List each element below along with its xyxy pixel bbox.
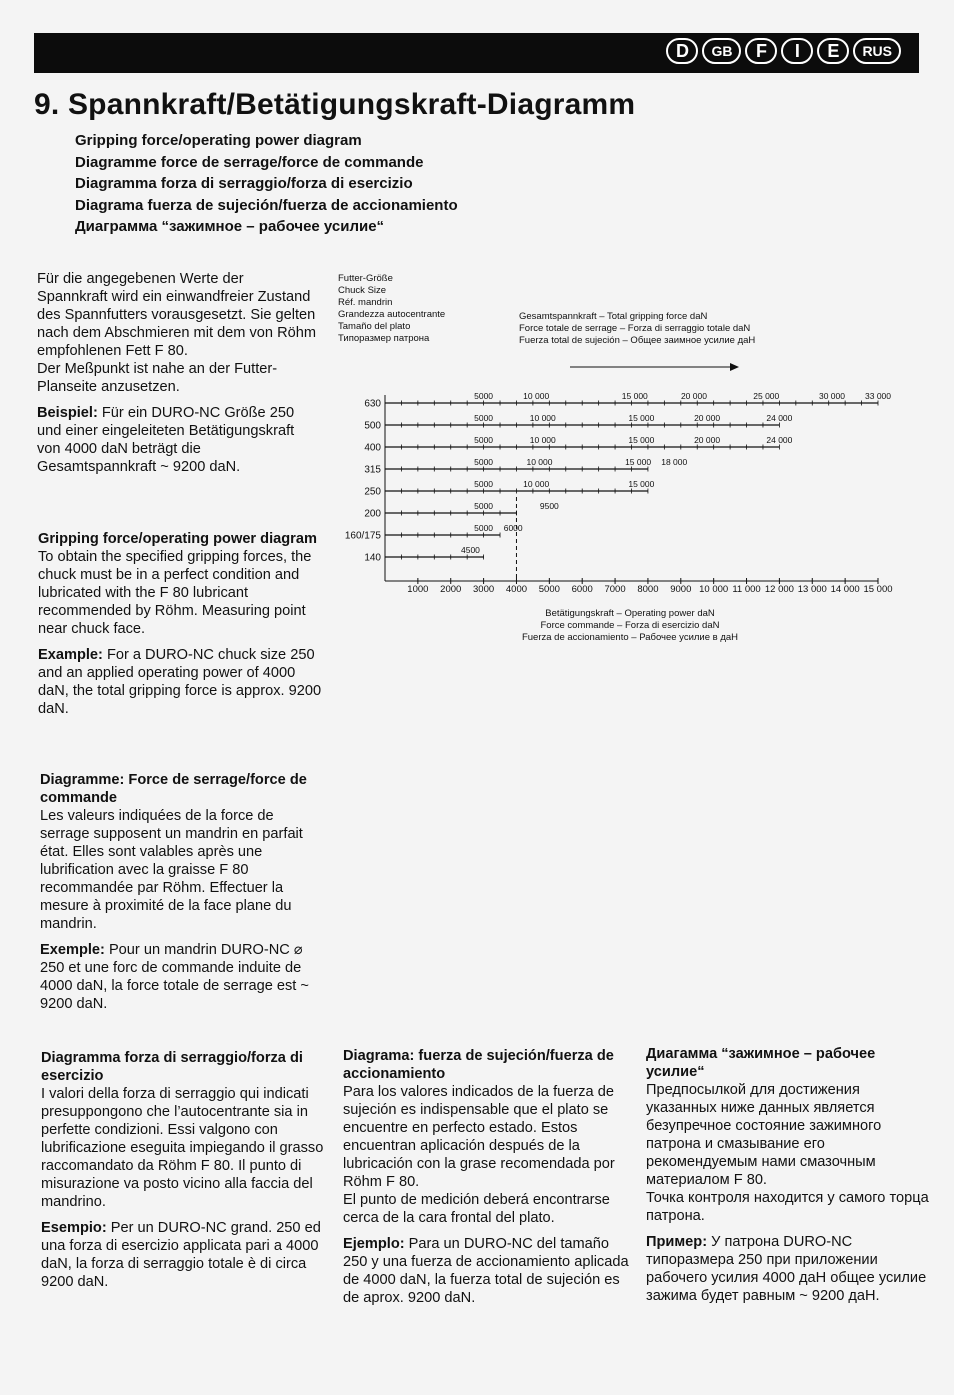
it-heading: Diagramma forza di serraggio/forza di esercizio	[41, 1050, 303, 1084]
chuck-size-label: 400	[364, 442, 381, 454]
chuck-size-label-ru: Типоразмер патрона	[338, 333, 430, 344]
subtitle-es: Diagrama fuerza de sujeción/fuerza de accionamiento	[75, 196, 458, 214]
es-paragraph-2: El punto de medición deberá encontrarse cerca de la cara frontal del plato.	[343, 1192, 610, 1226]
subtitle-list	[75, 130, 458, 238]
subtitle-fr: Diagramme force de serrage/force de commande	[75, 153, 424, 171]
chuck-size-label-it: Grandezza autocentrante	[338, 309, 446, 320]
gb-example	[38, 646, 323, 718]
de-example	[37, 404, 317, 476]
force-value-label: 4500	[460, 545, 480, 555]
section-es	[343, 1047, 633, 1315]
es-heading: Diagrama: fuerza de sujeción/fuerza de accionamiento	[343, 1048, 614, 1082]
force-value-label: 15 000	[628, 435, 655, 445]
chuck-size-label-gb: Chuck Size	[338, 285, 387, 296]
force-value-label: 15 000	[621, 391, 648, 401]
language-bar	[34, 33, 919, 73]
force-value-label: 20 000	[680, 391, 707, 401]
x-tick-label: 4000	[505, 584, 528, 595]
x-tick-label: 8000	[637, 584, 659, 595]
section-it	[41, 1049, 326, 1299]
ru-paragraph-1: Предпосылкой для достижения указанных ниже данных является безупречное состояние зажимного патрона и смазывание его рекомендуемым нами смазочным материалом F 80.	[646, 1082, 882, 1188]
gripping-force-chart	[335, 270, 935, 660]
force-value-label: 20 000	[694, 435, 721, 445]
ru-example	[646, 1233, 931, 1305]
fr-example-text: Pour un mandrin DURO-NC ⌀ 250 et une forc de commande induite de 4000 daN, la force totale de serrage est ~ 9200 daN.	[40, 942, 309, 1012]
chuck-size-label-de: Futter-Größe	[338, 273, 393, 284]
force-value-label: 5000	[474, 391, 494, 401]
chuck-size-label: 500	[364, 420, 381, 432]
force-value-label: 5000	[474, 501, 494, 511]
x-tick-label: 11 000	[732, 584, 761, 595]
fr-example-label: Exemple:	[40, 942, 105, 958]
x-tick-label: 12 000	[764, 584, 794, 595]
force-value-label: 10 000	[523, 391, 550, 401]
force-value-label: 30 000	[818, 391, 845, 401]
force-value-label: 33 000	[865, 391, 891, 401]
page-title: 9. Spannkraft/Betätigungskraft-Diagramm	[34, 88, 636, 121]
x-tick-label: 1000	[407, 584, 429, 595]
es-example-label: Ejemplo:	[343, 1236, 405, 1252]
force-value-label: 20 000	[694, 413, 721, 423]
force-value-label: 24 000	[766, 435, 793, 445]
operating-power-label-1: Betätigungskraft – Operating power daN	[545, 608, 715, 619]
lang-gb-badge[interactable]: GB	[702, 38, 741, 64]
total-force-label-3: Fuerza total de sujeción – Общее заимное усилие даН	[519, 335, 756, 346]
force-value-label: 15 000	[628, 479, 655, 489]
force-value-label: 25 000	[753, 391, 780, 401]
it-example-label: Esempio:	[41, 1220, 107, 1236]
total-force-label-1: Gesamtspannkraft – Total gripping force daN	[519, 311, 708, 322]
de-paragraph-1: Für die angegebenen Werte der Spannkraft wird ein einwandfreier Zustand des Spannfutters vorausgesetzt. Sie gelten nach dem Abschmieren mit dem von Röhm empfohlenen Fett F 80.	[37, 271, 317, 359]
x-tick-label: 10 000	[699, 584, 729, 595]
force-value-label: 10 000	[529, 435, 556, 445]
force-value-label: 10 000	[529, 413, 556, 423]
force-value-label: 15 000	[628, 413, 655, 423]
gb-example-text: For a DURO-NC chuck size 250 and an applied operating power of 4000 daN, the total gripping force is approx. 9200 daN.	[38, 647, 322, 717]
section-de	[37, 270, 317, 484]
force-value-label: 9500	[539, 501, 559, 511]
chuck-size-label: 140	[364, 552, 381, 564]
x-tick-label: 5000	[538, 584, 560, 595]
gb-example-label: Example:	[38, 647, 103, 663]
force-value-label: 6000	[503, 523, 523, 533]
es-paragraph-1: Para los valores indicados de la fuerza de sujeción es indispensable que el plato se encuentre en perfecto estado. Estos encuentran aplicación después de la lubricación con la grase recomendada por Röhm F 80.	[343, 1084, 615, 1190]
language-selector	[666, 38, 901, 64]
de-example-label: Beispiel:	[37, 405, 98, 421]
es-example-text: Para un DURO-NC del tamaño 250 y una fuerza de accionamiento aplicada de 4000 daN, la fuerza total de sujeción es de aprox. 9200 daN.	[343, 1236, 629, 1306]
subtitle-gb: Gripping force/operating power diagram	[75, 132, 362, 149]
gb-paragraph-1: To obtain the specified gripping forces, the chuck must be in a perfect condition and lubricated with the F 80 lubricant recommended by Röhm. Measuring point near chuck face.	[38, 549, 312, 637]
x-tick-label: 13 000	[797, 584, 827, 595]
section-gb	[38, 530, 323, 726]
force-value-label: 5000	[474, 457, 494, 467]
force-value-label: 5000	[474, 523, 494, 533]
force-value-label: 18 000	[661, 457, 688, 467]
operating-power-label-3: Fuerza de accionamiento – Рабочее усилие в даН	[521, 632, 739, 643]
operating-power-label-2: Force commande – Forza di esercizio daN	[540, 620, 720, 631]
ru-example-text: У патрона DURO-NC типоразмера 250 при приложении рабочего усилия 4000 даН общее усилие зажима будет равным ~ 9200 даН.	[646, 1234, 927, 1304]
it-example-text: Per un DURO-NC grand. 250 ed una forza di esercizio applicata pari a 4000 daN, la forza di serraggio totale è di circa 9200 daN.	[41, 1220, 321, 1290]
x-tick-label: 7000	[604, 584, 626, 595]
lang-ru-badge[interactable]: RUS	[853, 38, 901, 64]
ru-paragraph-2: Точка контроля находится у самого торца патрона.	[646, 1190, 929, 1224]
force-value-label: 5000	[474, 413, 494, 423]
chart-canvas	[335, 270, 935, 605]
x-tick-label: 15 000	[863, 584, 893, 595]
force-value-label: 24 000	[766, 413, 793, 423]
lang-de-badge[interactable]: D	[666, 38, 698, 64]
subtitle-ru: Диаграмма “зажимное – рабочее усилие“	[75, 218, 385, 235]
force-value-label: 5000	[474, 435, 494, 445]
chuck-size-label: 250	[364, 486, 381, 498]
lang-fr-badge[interactable]: F	[745, 38, 777, 64]
ru-example-label: Пример:	[646, 1234, 708, 1250]
chuck-size-label: 160/175	[344, 530, 381, 542]
gb-heading: Gripping force/operating power diagram	[38, 531, 317, 547]
x-tick-label: 9000	[670, 584, 692, 595]
lang-es-badge[interactable]: E	[817, 38, 849, 64]
fr-paragraph-1: Les valeurs indiquées de la force de serrage supposent un mandrin en parfait état. Elles sont valables après une lubrification avec la graisse F 80 recommandée par Röhm. Effectuer la mesure à proximité de la face plane du mandrin.	[40, 808, 303, 932]
fr-heading: Diagramme: Force de serrage/force de commande	[40, 772, 307, 806]
x-tick-label: 2000	[440, 584, 462, 595]
de-example-text: Für ein DURO-NC Größe 250 und einer eingeleiteten Betätigungskraft von 4000 daN beträgt die Gesamtspannkraft ~ 9200 daN.	[37, 405, 295, 475]
es-example	[343, 1235, 633, 1307]
chuck-size-label: 630	[364, 398, 381, 410]
operating-power-label	[465, 608, 795, 644]
total-force-arrow-head	[730, 363, 739, 371]
chuck-size-label-fr: Réf. mandrin	[338, 297, 393, 308]
force-value-label: 10 000	[523, 479, 550, 489]
force-value-label: 15 000	[625, 457, 652, 467]
it-example	[41, 1219, 326, 1291]
fr-example	[40, 941, 325, 1013]
chuck-size-label-es: Tamaño del plato	[338, 321, 411, 332]
chuck-size-label: 200	[364, 508, 381, 520]
section-fr	[40, 771, 325, 1021]
force-value-label: 5000	[474, 479, 494, 489]
x-tick-label: 3000	[473, 584, 495, 595]
total-force-label-2: Force totale de serrage – Forza di serraggio totale daN	[519, 323, 751, 334]
x-tick-label: 6000	[571, 584, 593, 595]
lang-it-badge[interactable]: I	[781, 38, 813, 64]
ru-heading: Диагамма “зажимное – рабочее усилие“	[646, 1046, 876, 1080]
x-tick-label: 14 000	[830, 584, 860, 595]
section-ru	[646, 1045, 931, 1313]
subtitle-it: Diagramma forza di serraggio/forza di esercizio	[75, 175, 413, 192]
chuck-size-label: 315	[364, 464, 381, 476]
force-value-label: 10 000	[526, 457, 553, 467]
it-paragraph-1: I valori della forza di serraggio qui indicati presuppongono che l’autocentrante sia in perfette condizioni. Essi valgono con lubrificazione eseguita impiegando il grasso raccomandato da Röhm F 80. Il punto di misurazione va posto vicino alla faccia del mandrino.	[41, 1086, 324, 1210]
de-paragraph-2: Der Meßpunkt ist nahe an der Futter-Planseite anzusetzen.	[37, 361, 278, 395]
